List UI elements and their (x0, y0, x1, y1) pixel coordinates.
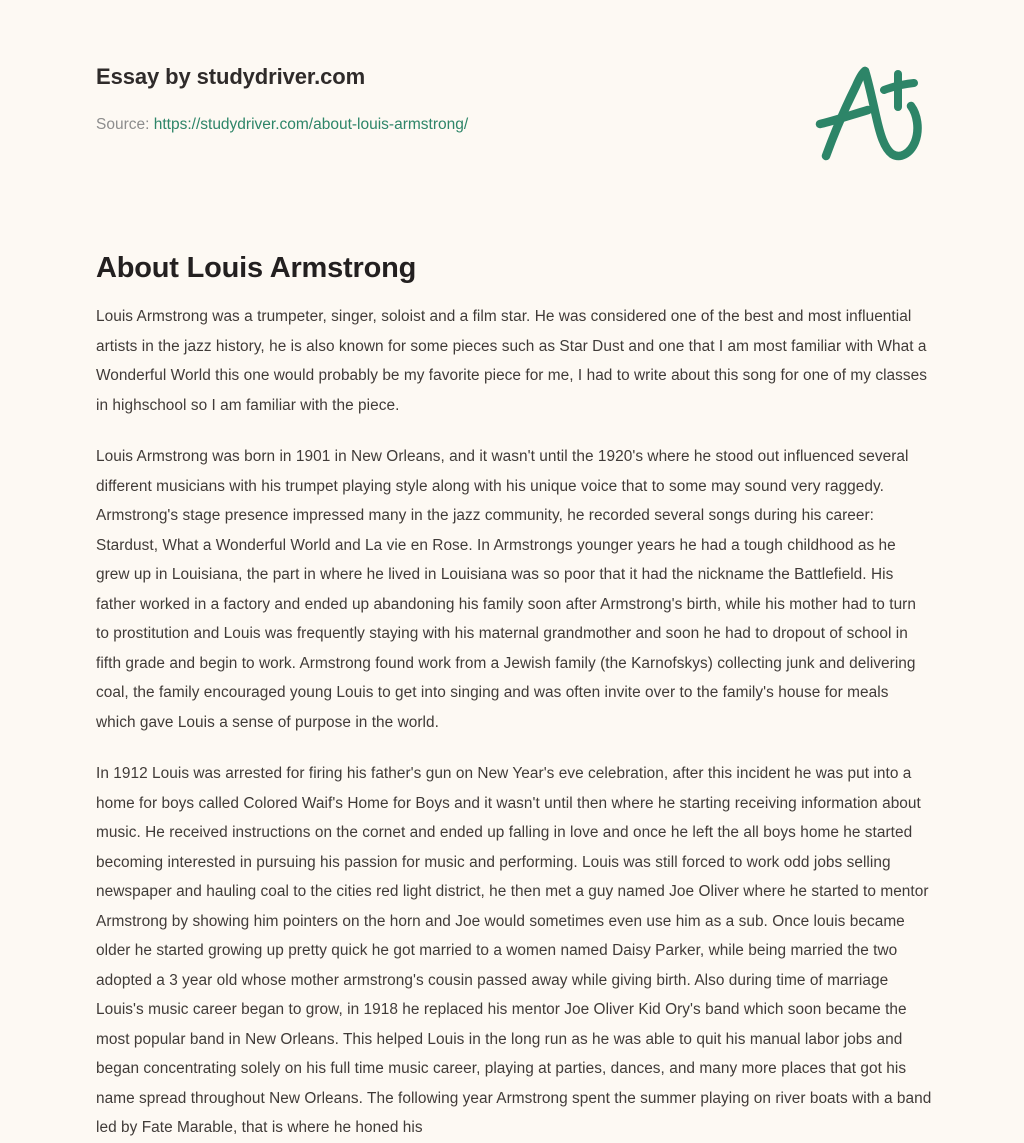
studydriver-a-plus-logo (812, 62, 930, 166)
article-body (96, 288, 932, 1143)
article-paragraph: Louis Armstrong was born in 1901 in New Orleans, and it wasn't until the 1920's where he stood out influenced several different musicians with his trumpet playing style along with his unique voice that to some may sound very raggedy. Armstrong's stage presence impressed many in the jazz community, he recorded several songs during his career: Stardust, What a Wonderful World and La vie en Rose. In Armstrongs younger years he had a tough childhood as he grew up in Louisiana, the part in where he lived in Louisiana was so poor that it had the nickname the Battlefield. His father worked in a factory and ended up abandoning his family soon after Armstrong's birth, while his mother had to turn to prostitution and Louis was frequently staying with his maternal grandmother and soon he had to dropout of school in fifth grade and begin to work. Armstrong found work from a Jewish family (the Karnofskys) collecting junk and delivering coal, the family encouraged young Louis to get into singing and was often invite over to the family's house for meals which gave Louis a sense of purpose in the world. (96, 448, 916, 731)
document-header (0, 0, 1024, 200)
brand-block (96, 62, 736, 136)
page-title: About Louis Armstrong (96, 252, 417, 284)
article-paragraph: Louis Armstrong was a trumpeter, singer, soloist and a film star. He was considered one of the best and most influential artists in the jazz history, he is also known for some pieces such as Star Dust and one that I am most familiar with What a Wonderful World this one would probably be my favorite piece for me, I had to write about this song for one of my classes in highschool so I am familiar with the piece. (96, 308, 928, 414)
source-label: Source: (96, 116, 150, 133)
a-plus-logo-icon (812, 62, 930, 166)
source-line (96, 114, 736, 136)
source-url-link[interactable]: https://studydriver.com/about-louis-armstrong/ (153, 116, 469, 133)
essay-by-heading: Essay by studydriver.com (96, 64, 366, 89)
article-paragraph: In 1912 Louis was arrested for firing his father's gun on New Year's eve celebration, after this incident he was put into a home for boys called Colored Waif's Home for Boys and it wasn't until then where he starting receiving information about music. He received instructions on the cornet and ended up falling in love and once he left the all boys home he started becoming interested in pursuing his passion for music and performing. Louis was still forced to work odd jobs selling newspaper and hauling coal to the cities red light district, he then met a guy named Joe Oliver where he started to mentor Armstrong by showing him pointers on the horn and Joe would sometimes even use him as a sub. Once louis became older he started growing up pretty quick he got married to a women named Daisy Parker, while being married the two adopted a 3 year old whose mother armstrong's cousin passed away while giving birth. Also during time of marriage Louis's music career began to grow, in 1918 he replaced his mentor Joe Oliver Kid Ory's band which soon became the most popular band in New Orleans. This helped Louis in the long run as he was able to quit his manual labor jobs and began concentrating solely on his full time music career, playing at parties, dances, and many more places that got his name spread throughout New Orleans. The following year Armstrong spent the summer playing on river boats with a band led by Fate Marable, that is where he honed his (96, 765, 932, 1136)
article (96, 248, 932, 1143)
